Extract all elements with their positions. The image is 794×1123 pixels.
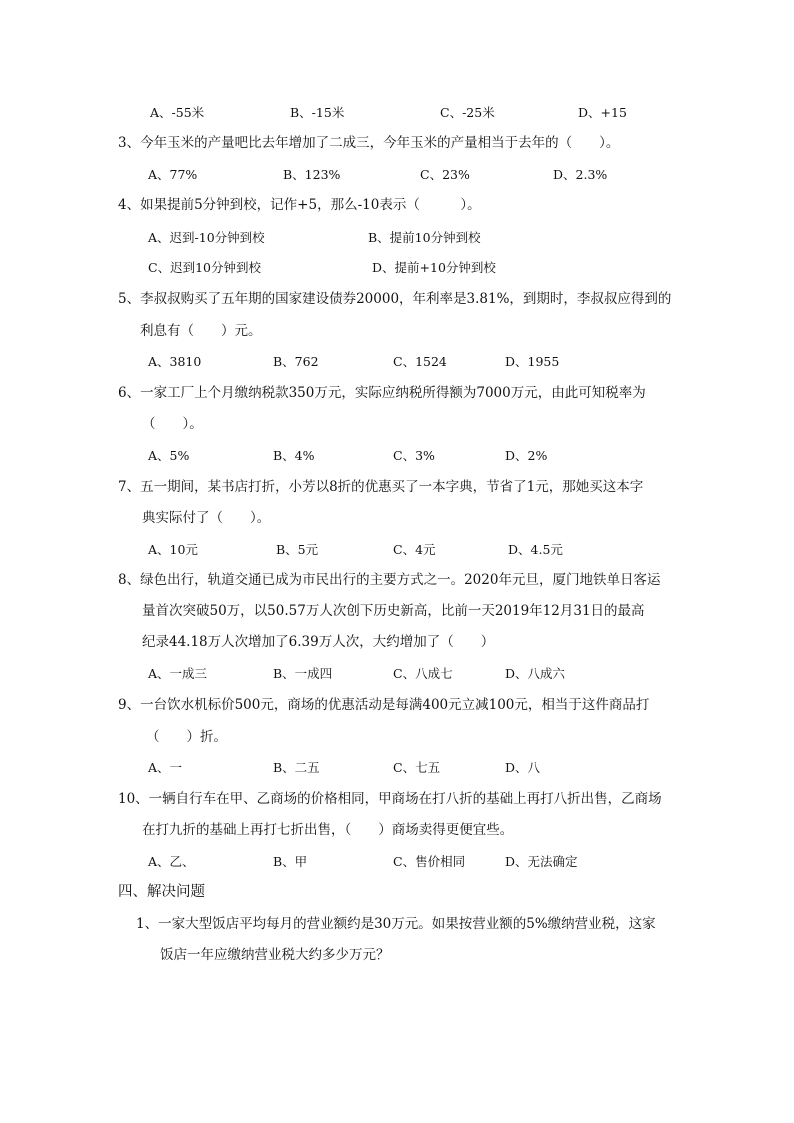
q4-option-b: B、提前10分钟到校 bbox=[368, 230, 481, 245]
q6-option-d: D、2% bbox=[505, 448, 548, 463]
q10-option-c: C、售价相同 bbox=[393, 854, 466, 869]
q7-option-c: C、4元 bbox=[393, 542, 436, 557]
q6-option-b: B、4% bbox=[273, 448, 315, 463]
q5-option-b: B、762 bbox=[273, 354, 319, 369]
q8-text-line3: 纪录44.18万人次增加了6.39万人次，大约增加了（ ） bbox=[142, 634, 495, 650]
q8-option-d: D、八成六 bbox=[505, 666, 566, 681]
q6-text-line2: （ ）。 bbox=[142, 416, 203, 432]
q4-text: 4、如果提前5分钟到校，记作+5，那么-10表示（ ）。 bbox=[118, 197, 481, 213]
q9-text-line1: 9、一台饮水机标价500元，商场的优惠活动是每满400元立减100元，相当于这件商品打 bbox=[118, 697, 650, 713]
q4-option-d: D、提前+10分钟到校 bbox=[372, 260, 496, 275]
q5-option-a: A、3810 bbox=[148, 354, 202, 369]
q9-option-d: D、八 bbox=[505, 760, 541, 775]
q3-option-a: A、77% bbox=[148, 167, 198, 182]
s4-q1-text-line2: 饭店一年应缴纳营业税大约多少万元？ bbox=[160, 947, 390, 963]
q3-option-d: D、2.3% bbox=[553, 167, 608, 182]
q7-text-line1: 7、五一期间，某书店打折，小芳以8折的优惠买了一本字典，节省了1元，那她买这本字 bbox=[118, 479, 644, 495]
q10-text-line2: 在打九折的基础上再打七折出售，（ ）商场卖得更便宜些。 bbox=[142, 822, 514, 838]
q2-option-b: B、-15米 bbox=[290, 105, 345, 120]
q10-option-b: B、甲 bbox=[273, 854, 308, 869]
q4-option-a: A、迟到-10分钟到校 bbox=[148, 230, 265, 245]
q10-text-line1: 10、一辆自行车在甲、乙商场的价格相同，甲商场在打八折的基础上再打八折出售，乙商场 bbox=[118, 791, 662, 807]
q9-option-b: B、二五 bbox=[273, 760, 320, 775]
q9-option-a: A、一 bbox=[148, 760, 183, 775]
q2-option-a: A、-55米 bbox=[150, 105, 205, 120]
q4-option-c: C、迟到10分钟到校 bbox=[148, 260, 261, 275]
q6-option-c: C、3% bbox=[393, 448, 435, 463]
q6-text-line1: 6、一家工厂上个月缴纳税款350万元，实际应纳税所得额为7000万元，由此可知税率为 bbox=[118, 385, 646, 401]
q7-option-b: B、5元 bbox=[276, 542, 319, 557]
q9-option-c: C、七五 bbox=[393, 760, 441, 775]
q8-option-b: B、一成四 bbox=[273, 666, 333, 681]
q10-option-d: D、无法确定 bbox=[505, 854, 578, 869]
q2-option-d: D、+15 bbox=[578, 105, 627, 120]
q8-text-line2: 量首次突破50万，以50.57万人次创下历史新高，比前一天2019年12月31日的最高 bbox=[142, 603, 645, 619]
q3-option-b: B、123% bbox=[283, 167, 341, 182]
q8-option-c: C、八成七 bbox=[393, 666, 453, 681]
q5-option-c: C、1524 bbox=[393, 354, 447, 369]
q3-option-c: C、23% bbox=[420, 167, 470, 182]
q3-text: 3、今年玉米的产量吧比去年增加了二成三，今年玉米的产量相当于去年的（ ）。 bbox=[118, 135, 620, 151]
q5-option-d: D、1955 bbox=[505, 354, 560, 369]
q10-option-a: A、乙、 bbox=[148, 854, 195, 869]
q5-text-line1: 5、李叔叔购买了五年期的国家建设债券20000，年利率是3.81%，到期时，李叔叔应得到的 bbox=[118, 291, 672, 307]
q7-option-d: D、4.5元 bbox=[508, 542, 563, 557]
q2-option-c: C、-25米 bbox=[440, 105, 495, 120]
q7-option-a: A、10元 bbox=[148, 542, 198, 557]
q7-text-line2: 典实际付了（ ）。 bbox=[142, 510, 271, 526]
q6-option-a: A、5% bbox=[148, 448, 190, 463]
section-4-title: 四、解决问题 bbox=[118, 884, 205, 900]
q8-option-a: A、一成三 bbox=[148, 666, 208, 681]
q5-text-line2: 利息有（ ）元。 bbox=[140, 323, 262, 339]
s4-q1-text-line1: 1、一家大型饭店平均每月的营业额约是30万元。如果按营业额的5%缴纳营业税，这家 bbox=[136, 916, 656, 932]
q8-text-line1: 8、绿色出行，轨道交通已成为市民出行的主要方式之一。2020年元旦，厦门地铁单日客运 bbox=[118, 572, 661, 588]
q9-text-line2: （ ）折。 bbox=[146, 729, 227, 745]
